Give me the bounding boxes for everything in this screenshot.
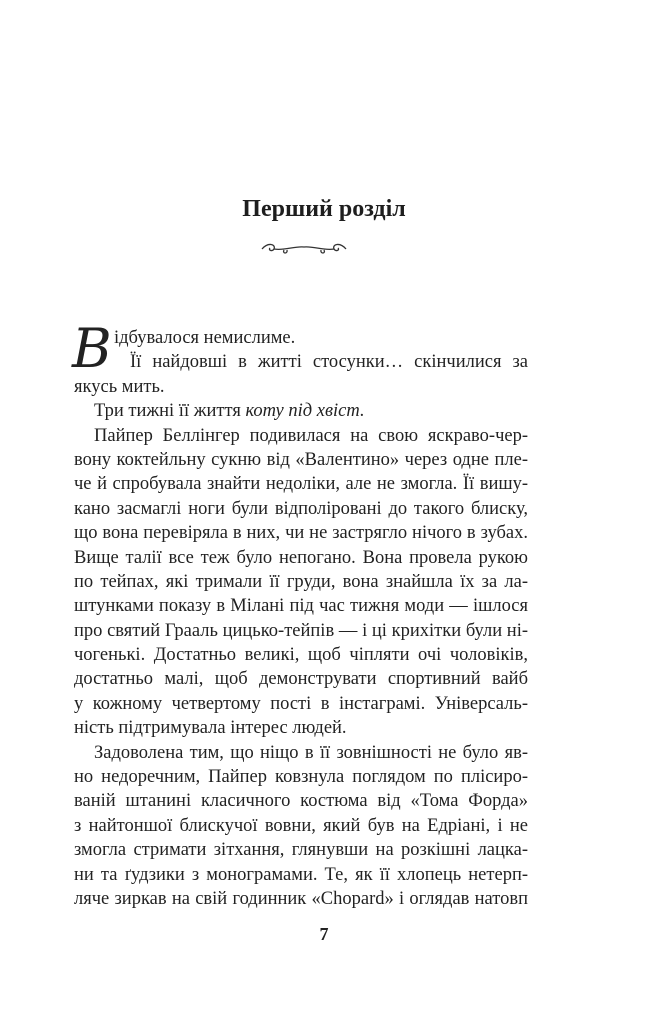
text-line: но недоречним, Пайпер ковзнула поглядом по плісиро-: [74, 767, 528, 788]
text-line: змогла стримати зітхання, глянувши на розкішні лацка-: [74, 840, 528, 861]
text-line: якусь мить.: [74, 376, 165, 397]
italic-phrase: коту під хвіст.: [245, 401, 365, 422]
text-line: ність підтримувала інтерес людей.: [74, 718, 347, 739]
text-line: Її найдовші в житті стосунки… скінчилися за: [130, 352, 528, 373]
page-number: 7: [319, 924, 329, 944]
text-line: вону коктейльну сукню від «Валентино» через одне пле-: [74, 449, 528, 470]
text-line: по тейпах, які тримали її груди, вона знайшла їх за ла-: [74, 571, 528, 592]
drop-cap: В: [72, 317, 112, 380]
ornament-divider-icon: [254, 238, 354, 258]
text-line: що вона перевіряла в них, чи не застрягло нічого в зубах.: [74, 523, 528, 544]
text-line: достатньо малі, щоб демонструвати спортивний вайб: [74, 669, 528, 690]
text-line: у кожному четвертому пості в інстаграмі. Універсаль-: [74, 693, 528, 714]
text-line: штунками показу в Мілані під час тижня моди — ішлося: [74, 596, 528, 617]
text-line: Задоволена тим, що ніщо в її зовнішності не було яв-: [94, 742, 528, 763]
text-line: ваній штанині класичного костюма від «Тома Форда»: [74, 791, 528, 812]
text-line: чогенькі. Достатньо великі, щоб чіпляти очі чоловіків,: [74, 645, 528, 666]
text-line: че й спробувала знайти недоліки, але не змогла. Її вишу-: [74, 474, 528, 495]
text-line: про святий Грааль цицько-тейпів — і ці крихітки були ні-: [74, 620, 528, 641]
text-line: ни та ґудзики з монограмами. Те, як її хлопець нетерп-: [74, 864, 528, 885]
text-line: [74, 399, 528, 423]
text-line: ляче зиркав на свій годинник «Chopard» і оглядав натовп: [74, 888, 528, 909]
text-line: кано засмаглі ноги були відполіровані до такого блиску,: [74, 498, 528, 519]
text-line: Вище талії все теж було непогано. Вона провела рукою: [74, 547, 528, 568]
text-line: ідбувалося немислиме.: [114, 328, 296, 348]
chapter-title: Перший розділ: [242, 196, 406, 222]
text-line: Пайпер Беллінгер подивилася на свою яскраво-чер-: [94, 425, 528, 446]
text-line-plain: Три тижні її життя: [94, 401, 246, 422]
text-line: з найтоншої блискучої вовни, який був на Едріані, і не: [74, 815, 528, 836]
body-text: [72, 317, 528, 911]
